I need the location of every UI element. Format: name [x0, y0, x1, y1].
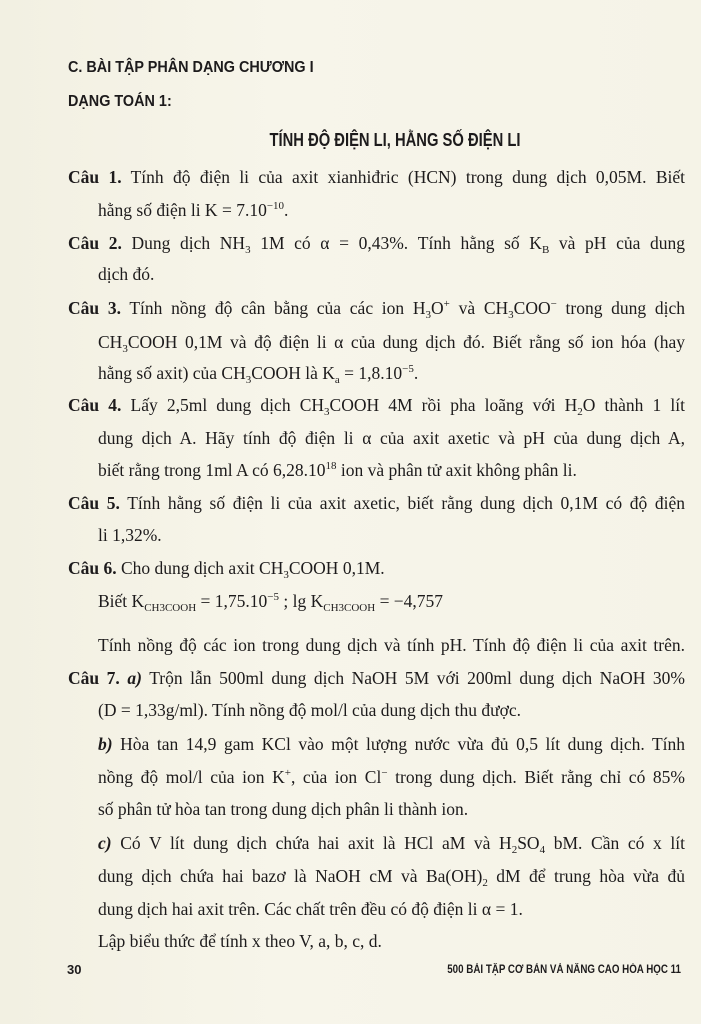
chapter-heading: TÍNH ĐỘ ĐIỆN LI, HẰNG SỐ ĐIỆN LI: [269, 130, 521, 150]
text-line: [98, 362, 418, 384]
question-label: Câu 7.: [68, 668, 120, 688]
text-line: [98, 699, 521, 721]
page-number: 30: [67, 962, 82, 977]
text-segment: 2: [482, 877, 488, 889]
text-segment: bM. Cần có x lít: [545, 833, 685, 853]
running-footer: 500 BÀI TẬP CƠ BẢN VÀ NÂNG CAO HÓA HỌC 11: [447, 964, 681, 976]
text-segment: ion và phân tử axit không phân li.: [336, 460, 577, 480]
text-segment: Lấy 2,5ml dung dịch CH: [121, 395, 325, 415]
text-segment: Hòa tan 14,9 gam KCl vào một lượng nước vừa đủ 0,5 lít dung dịch. Tính: [112, 734, 685, 754]
text-segment: 3: [425, 309, 432, 321]
text-segment: Tính hằng số điện li của axit axetic, biết rằng dung dịch 0,1M có độ điện: [119, 493, 685, 513]
text-segment: −5: [402, 363, 414, 375]
text-line: [98, 590, 443, 612]
text-segment: COO: [513, 298, 551, 318]
text-line: [98, 199, 288, 221]
part-label: c): [98, 833, 112, 853]
text-line: [98, 898, 523, 920]
text-segment: Dung dịch NH: [121, 233, 246, 253]
text-line: [98, 798, 468, 820]
text-segment: CH: [98, 332, 123, 352]
text-segment: −: [550, 298, 557, 310]
text-line: [68, 667, 685, 689]
text-line: [98, 865, 685, 887]
text-line: [98, 832, 685, 854]
text-segment: 2: [511, 844, 518, 856]
text-segment: = −4,757: [375, 591, 444, 611]
part-label: a): [127, 668, 142, 688]
text-segment: và CH: [449, 298, 509, 318]
text-segment: 18: [325, 460, 337, 472]
text-segment: dM để trung hòa vừa đủ: [487, 866, 685, 886]
text-segment: −: [381, 767, 388, 779]
text-segment: .: [284, 200, 289, 220]
text-segment: COOH là K: [251, 363, 335, 383]
text-segment: COOH 4M rồi pha loãng với H: [329, 395, 578, 415]
text-line: [98, 634, 685, 656]
text-line: [98, 733, 685, 755]
text-segment: +: [443, 298, 450, 310]
text-line: [98, 930, 382, 952]
text-segment: trong dung dịch: [556, 298, 686, 318]
text-line: [68, 557, 385, 579]
text-segment: dung dịch A. Hãy tính độ điện li α của axit axetic và pH của dung dịch A,: [98, 428, 685, 448]
text-segment: 1M có α = 0,43%. Tính hằng số K: [250, 233, 542, 253]
section-title: C. BÀI TẬP PHÂN DẠNG CHƯƠNG I: [68, 59, 314, 76]
text-segment: và pH của dung: [549, 233, 685, 253]
text-segment: −10: [266, 200, 285, 212]
question-label: Câu 4.: [68, 395, 122, 415]
text-line: [68, 394, 685, 416]
text-segment: Tính nồng độ các ion trong dung dịch và tính pH. Tính độ điện li của axit trên.: [98, 635, 685, 655]
text-segment: Có V lít dung dịch chứa hai axit là HCl aM và H: [111, 833, 512, 853]
text-line: [98, 427, 685, 449]
text-segment: trong dung dịch. Biết rằng chỉ có 85%: [387, 767, 685, 787]
text-segment: Cho dung dịch axit CH: [116, 558, 284, 578]
text-segment: 3: [245, 244, 251, 256]
text-line: [68, 232, 685, 254]
text-segment: COOH 0,1M.: [288, 558, 385, 578]
text-segment: 3: [122, 343, 128, 355]
text-segment: 3: [508, 309, 514, 321]
text-segment: ; lg K: [278, 591, 324, 611]
text-segment: dịch đó.: [98, 264, 155, 284]
text-line: [68, 166, 685, 188]
part-label: b): [98, 734, 113, 754]
text-segment: biết rằng trong 1ml A có 6,28.10: [98, 460, 326, 480]
text-line: [68, 492, 685, 514]
text-segment: .: [413, 363, 419, 383]
text-segment: 3: [245, 374, 252, 386]
text-segment: = 1,75.10: [196, 591, 268, 611]
text-segment: dung dịch chứa hai bazơ là NaOH cM và Ba(OH): [98, 866, 483, 886]
text-line: [98, 766, 685, 788]
text-segment: +: [284, 767, 291, 779]
text-segment: (D = 1,33g/ml). Tính nồng độ mol/l của dung dịch thu được.: [98, 700, 521, 720]
question-label: Câu 2.: [68, 233, 122, 253]
question-label: Câu 1.: [68, 167, 122, 187]
text-segment: O: [431, 298, 444, 318]
text-segment: B: [541, 244, 550, 256]
text-line: [98, 459, 577, 481]
subsection-title: DẠNG TOÁN 1:: [68, 93, 172, 110]
question-label: Câu 5.: [68, 493, 120, 513]
text-segment: Tính nồng độ cân bằng của các ion H: [120, 298, 426, 318]
text-segment: số phân tử hòa tan trong dung dịch phân li thành ion.: [98, 799, 469, 819]
text-segment: SO: [517, 833, 540, 853]
text-segment: −5: [267, 591, 279, 603]
text-segment: 2: [577, 406, 583, 418]
text-segment: dung dịch hai axit trên. Các chất trên đều có độ điện li α = 1.: [98, 899, 523, 919]
text-segment: li 1,32%.: [98, 525, 162, 545]
text-segment: CH3COOH: [144, 602, 197, 614]
text-line: [68, 297, 685, 319]
text-segment: COOH 0,1M và độ điện li α của dung dịch đó. Biết rằng số ion hóa (hay: [127, 332, 685, 352]
text-segment: Lập biểu thức để tính x theo V, a, b, c, d.: [98, 931, 382, 951]
text-segment: Trộn lẫn 500ml dung dịch NaOH 5M với 200ml dung dịch NaOH 30%: [141, 668, 686, 688]
text-segment: O thành 1 lít: [582, 395, 685, 415]
text-segment: nồng độ mol/l của ion K: [98, 767, 285, 787]
text-segment: = 1,8.10: [339, 363, 403, 383]
text-line: [98, 263, 154, 285]
text-segment: hằng số điện li K = 7.10: [98, 200, 267, 220]
text-segment: a: [334, 374, 340, 386]
text-segment: CH3COOH: [323, 602, 376, 614]
question-label: Câu 3.: [68, 298, 121, 318]
text-segment: hằng số axit) của CH: [98, 363, 246, 383]
text-line: [98, 524, 162, 546]
text-segment: 3: [283, 569, 289, 581]
text-segment: 3: [324, 406, 330, 418]
text-segment: , của ion Cl: [290, 767, 382, 787]
text-segment: Biết K: [98, 591, 145, 611]
text-segment: Tính độ điện li của axit xianhiđric (HCN) trong dung dịch 0,05M. Biết: [121, 167, 685, 187]
text-segment: 4: [539, 844, 546, 856]
question-label: Câu 6.: [68, 558, 117, 578]
text-line: [98, 331, 685, 353]
